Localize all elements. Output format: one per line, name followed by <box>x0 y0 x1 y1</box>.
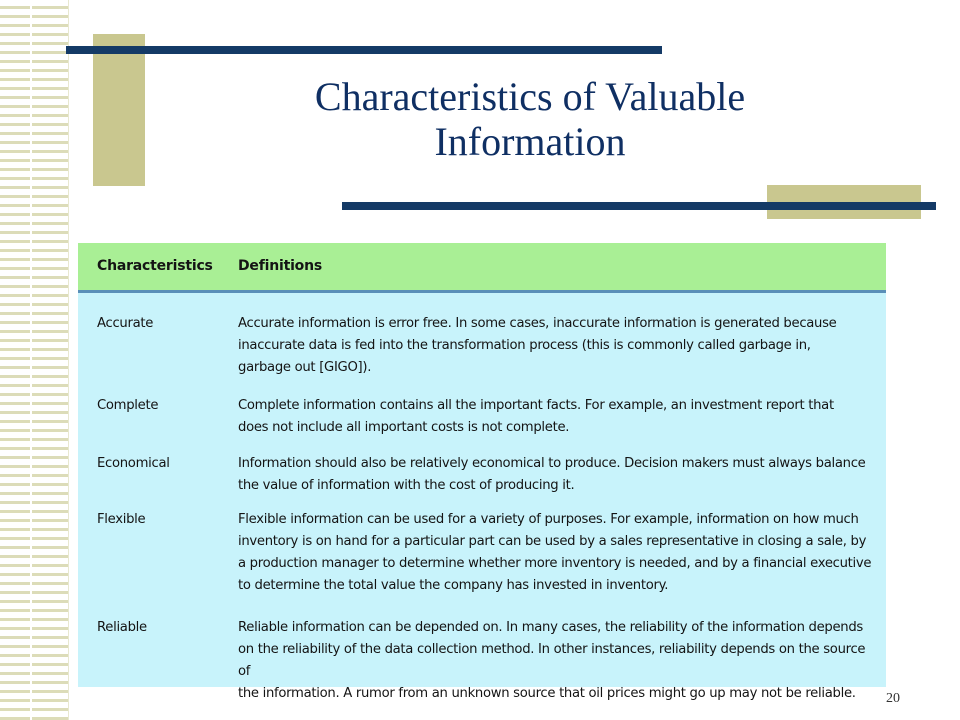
definition-line: the value of information with the cost of producing it. <box>238 478 575 493</box>
term-economical: Economical <box>97 456 170 471</box>
definition-flexible <box>238 509 878 597</box>
definition-line: Accurate information is error free. In some cases, inaccurate information is generated because <box>238 316 837 331</box>
accent-bar-top <box>66 46 662 54</box>
definition-line: Complete information contains all the important facts. For example, an investment report that <box>238 398 834 413</box>
slide-title-line-1: Characteristics of Valuable <box>314 74 746 119</box>
definition-line: Reliable information can be depended on. In many cases, the reliability of the information depends <box>238 620 863 635</box>
term-accurate: Accurate <box>97 316 154 331</box>
characteristics-table <box>78 243 886 701</box>
slide-title <box>150 74 910 164</box>
definition-reliable <box>238 617 878 705</box>
header-characteristics: Characteristics <box>97 258 213 274</box>
accent-block-top <box>93 34 145 186</box>
page-number: 20 <box>886 691 900 706</box>
definition-accurate <box>238 313 878 379</box>
definition-line: does not include all important costs is not complete. <box>238 420 570 435</box>
definition-line: Information should also be relatively economical to produce. Decision makers must always balance <box>238 456 866 471</box>
definition-line: garbage out [GIGO]). <box>238 360 372 375</box>
definition-economical <box>238 453 878 497</box>
definition-line: on the reliability of the data collection method. In other instances, reliability depends on the source of <box>238 642 866 679</box>
accent-bar-bottom <box>342 202 936 210</box>
definition-line: the information. A rumor from an unknown source that oil prices might go up may not be reliable. <box>238 686 856 701</box>
header-definitions: Definitions <box>238 258 322 274</box>
definition-line: Flexible information can be used for a variety of purposes. For example, information on how much <box>238 512 859 527</box>
definition-line: to determine the total value the company has invested in inventory. <box>238 578 669 593</box>
term-flexible: Flexible <box>97 512 146 527</box>
term-reliable: Reliable <box>97 620 147 635</box>
definition-complete <box>238 395 878 439</box>
definition-line: inaccurate data is fed into the transformation process (this is commonly called garbage in, <box>238 338 811 353</box>
definition-line: a production manager to determine whether more inventory is needed, and by a financial executive <box>238 556 872 571</box>
term-complete: Complete <box>97 398 159 413</box>
definition-line: inventory is on hand for a particular part can be used by a sales representative in closing a sale, by <box>238 534 867 549</box>
slide-title-line-2: Information <box>434 119 626 164</box>
table-header <box>78 243 886 293</box>
left-stripe-decoration <box>0 0 69 720</box>
